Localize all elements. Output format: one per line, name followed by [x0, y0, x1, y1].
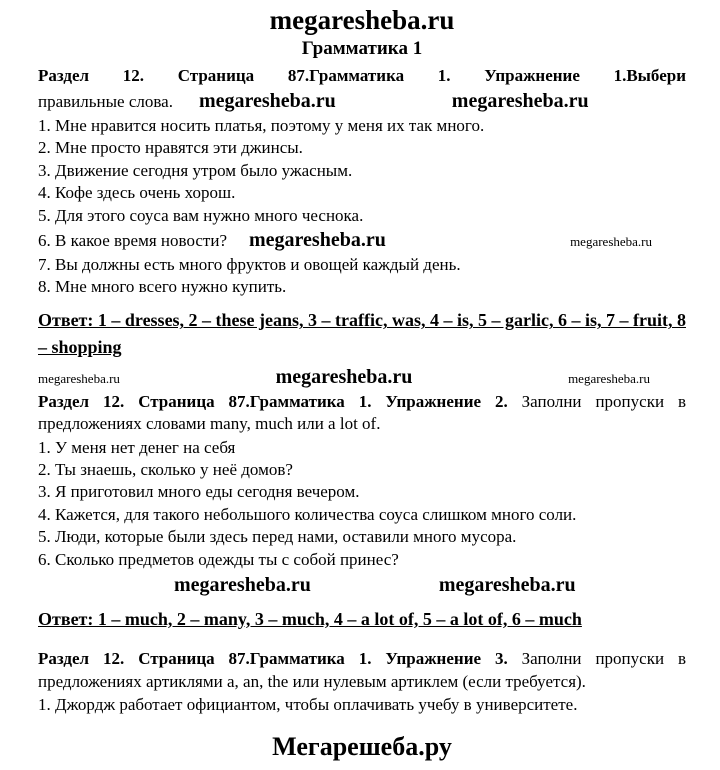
list-item: 1. У меня нет денег на себя [38, 437, 236, 457]
list-item: 5. Люди, которые были здесь перед нами, оставили много мусора. [38, 527, 517, 547]
exercise3-task: Заполни пропуски в предложениях артиклями a, an, the или нулевым артиклем (если требуется). [38, 649, 687, 691]
exercise2-task: Заполни пропуски в предложениях словами many, much или a lot of. [38, 391, 687, 434]
list-item: 5. Для этого соуса вам нужно много чеснока. [38, 205, 364, 225]
list-item: 4. Кофе здесь очень хорош. [38, 183, 236, 203]
exercise2-heading [38, 391, 686, 436]
page-subtitle: Грамматика 1 [301, 38, 423, 60]
list-item: 7. Вы должны есть много фруктов и овощей каждый день. [38, 254, 461, 274]
exercise1-task: правильные слова. [38, 91, 173, 111]
list-item: 1. Мне нравится носить платья, поэтому у меня их так много. [38, 116, 485, 136]
list-item: 1. Джордж работает официантом, чтобы оплачивать учебу в университете. [38, 695, 578, 715]
exercise3-list [38, 694, 686, 716]
exercise1-list [38, 115, 686, 298]
watermark: megaresheba.ru [568, 370, 650, 386]
list-item: 3. Движение сегодня утром было ужасным. [38, 160, 353, 180]
exercise2-answer: Ответ: 1 – much, 2 – many, 3 – much, 4 – a lot of, 5 – a lot of, 6 – much [38, 609, 582, 630]
exercise3-title: Раздел 12. Страница 87.Грамматика 1. Упражнение 3. [38, 649, 508, 669]
exercise2-list [38, 437, 686, 572]
watermark-row [38, 366, 686, 389]
watermark: megaresheba.ru [451, 89, 589, 112]
exercise1-task-line [38, 88, 686, 114]
exercise1-title: Раздел 12. Страница 87.Грамматика 1. Упражнение 1.Выбери [38, 66, 686, 86]
watermark: megaresheba.ru [248, 229, 386, 252]
watermark: megaresheba.ru [275, 365, 413, 388]
list-item: 4. Кажется, для такого небольшого количества соуса слишком много соли. [38, 504, 577, 524]
watermark: megaresheba.ru [38, 370, 120, 386]
watermark: megaresheba.ru [570, 234, 652, 250]
list-item [38, 227, 686, 253]
watermark: megaresheba.ru [438, 574, 576, 597]
list-item: 2. Мне просто нравятся эти джинсы. [38, 138, 303, 158]
site-brand-bottom: Мегарешеба.ру [272, 731, 452, 761]
exercise1-answer: Ответ: 1 – dresses, 2 – these jeans, 3 – traffic, was, 4 – is, 5 – garlic, 6 – is, 7 – fruit, 8 – shopping [38, 310, 686, 357]
watermark: megaresheba.ru [174, 574, 311, 597]
exercise3-heading [38, 648, 686, 693]
list-item-text: 6. В какое время новости? [38, 231, 227, 251]
list-item: 2. Ты знаешь, сколько у неё домов? [38, 459, 293, 479]
exercise2-title: Раздел 12. Страница 87.Грамматика 1. Упражнение 2. [38, 391, 508, 411]
watermark-row [38, 574, 686, 597]
list-item: 6. Сколько предметов одежды ты с собой принес? [38, 549, 399, 569]
list-item: 3. Я приготовил много еды сегодня вечером. [38, 482, 360, 502]
site-brand-top: megaresheba.ru [269, 5, 455, 35]
watermark: megaresheba.ru [198, 89, 336, 112]
list-item: 8. Мне много всего нужно купить. [38, 277, 287, 297]
